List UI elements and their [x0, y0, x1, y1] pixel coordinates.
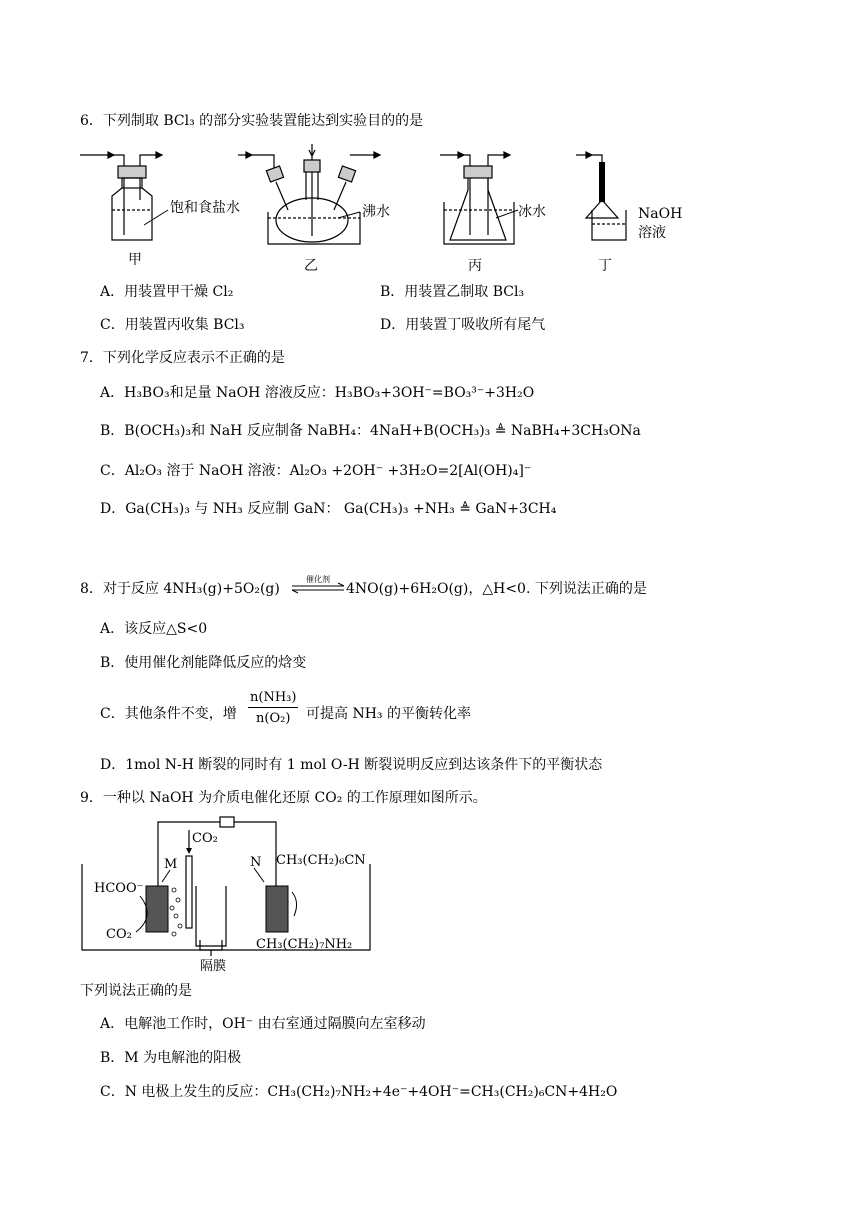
q7-stem: 7．下列化学反应表示不正确的是: [80, 350, 285, 366]
q9-stem: 9．一种以 NaOH 为介质电催化还原 CO₂ 的工作原理如图所示。: [80, 790, 487, 806]
co2-top-label: CO₂: [192, 831, 218, 846]
q8-stem-post: 4NO(g)+6H₂O(g)，△H<0. 下列说法正确的是: [346, 581, 647, 597]
q6-option-b: B．用装置乙制取 BCl₃: [380, 284, 525, 300]
q8-option-a: A．该反应△S<0: [100, 621, 208, 637]
q7-option-b: B．B(OCH₃)₃和 NaH 反应制备 NaBH₄：4NaH+B(OCH₃)₃ ≜ NaBH₄+3CH₃ONa: [100, 423, 641, 439]
label-brine: 饱和食盐水: [170, 200, 240, 216]
q6-option-a: A．用装置甲干燥 Cl₂: [100, 284, 234, 300]
q9-option-c: C．N 电极上发生的反应：CH₃(CH₂)₇NH₂+4e⁻+4OH⁻=CH₃(CH₂)₆CN+4H₂O: [100, 1084, 618, 1100]
fraction-denominator: n(O₂): [256, 711, 291, 726]
q8-option-d: D．1mol N-H 断裂的同时有 1 mol O-H 断裂说明反应到达该条件下的平衡状态: [100, 757, 603, 773]
apparatus-bing: [440, 152, 514, 244]
equilibrium-arrow: [290, 574, 346, 598]
electrode-n-label: N: [250, 855, 262, 870]
q9-option-b: B．M 为电解池的阳极: [100, 1050, 242, 1066]
label-naoh1: NaOH: [638, 206, 683, 222]
label-ding: 丁: [598, 258, 612, 274]
apparatus-yi: [238, 144, 380, 244]
fraction-numerator: n(NH₃): [248, 690, 298, 708]
q6-apparatus-figure: [78, 140, 698, 280]
fraction-n-ratio: [248, 690, 298, 726]
co2-left-label: CO₂: [106, 927, 132, 942]
membrane-label: 隔膜: [200, 959, 227, 974]
label-boil: 沸水: [362, 204, 390, 220]
electrode-m-label: M: [164, 857, 178, 872]
apparatus-jia: [80, 152, 162, 240]
label-yi: 乙: [304, 258, 318, 274]
label-naoh2: 溶液: [638, 225, 666, 241]
label-bing: 丙: [468, 258, 482, 274]
label-ice: 冰水: [518, 204, 546, 220]
catalyst-label: 催化剂: [306, 575, 330, 584]
q7-option-a: A．H₃BO₃和足量 NaOH 溶液反应：H₃BO₃+3OH⁻=BO₃³⁻+3H₂O: [100, 385, 535, 401]
label-jia: 甲: [128, 252, 142, 268]
amine-label: CH₃(CH₂)₇NH₂: [256, 937, 353, 952]
q7-option-d: D．Ga(CH₃)₃ 与 NH₃ 反应制 GaN： Ga(CH₃)₃ +NH₃ ≜ GaN+3CH₄: [100, 501, 557, 517]
hcoo-label: HCOO⁻: [94, 881, 144, 896]
q8-stem-pre: 8．对于反应 4NH₃(g)+5O₂(g): [80, 581, 280, 597]
nitrile-label: CH₃(CH₂)₆CN: [276, 853, 366, 868]
q8-option-c-post: 可提高 NH₃ 的平衡转化率: [306, 706, 471, 722]
q6-option-c: C．用装置丙收集 BCl₃: [100, 317, 245, 333]
q9-prompt: 下列说法正确的是: [80, 983, 192, 999]
q9-option-a: A．电解池工作时，OH⁻ 由右室通过隔膜向左室移动: [100, 1016, 426, 1032]
q8-option-c-pre: C．其他条件不变，增: [100, 706, 237, 722]
electrolysis-cell-figure: [78, 816, 378, 976]
q6-option-d: D．用装置丁吸收所有尾气: [380, 317, 546, 333]
q7-option-c: C．Al₂O₃ 溶于 NaOH 溶液：Al₂O₃ +2OH⁻ +3H₂O=2[Al(OH)₄]⁻: [100, 463, 532, 479]
q6-stem: 6．下列制取 BCl₃ 的部分实验装置能达到实验目的的是: [80, 113, 424, 129]
q8-option-b: B．使用催化剂能降低反应的焓变: [100, 655, 307, 671]
